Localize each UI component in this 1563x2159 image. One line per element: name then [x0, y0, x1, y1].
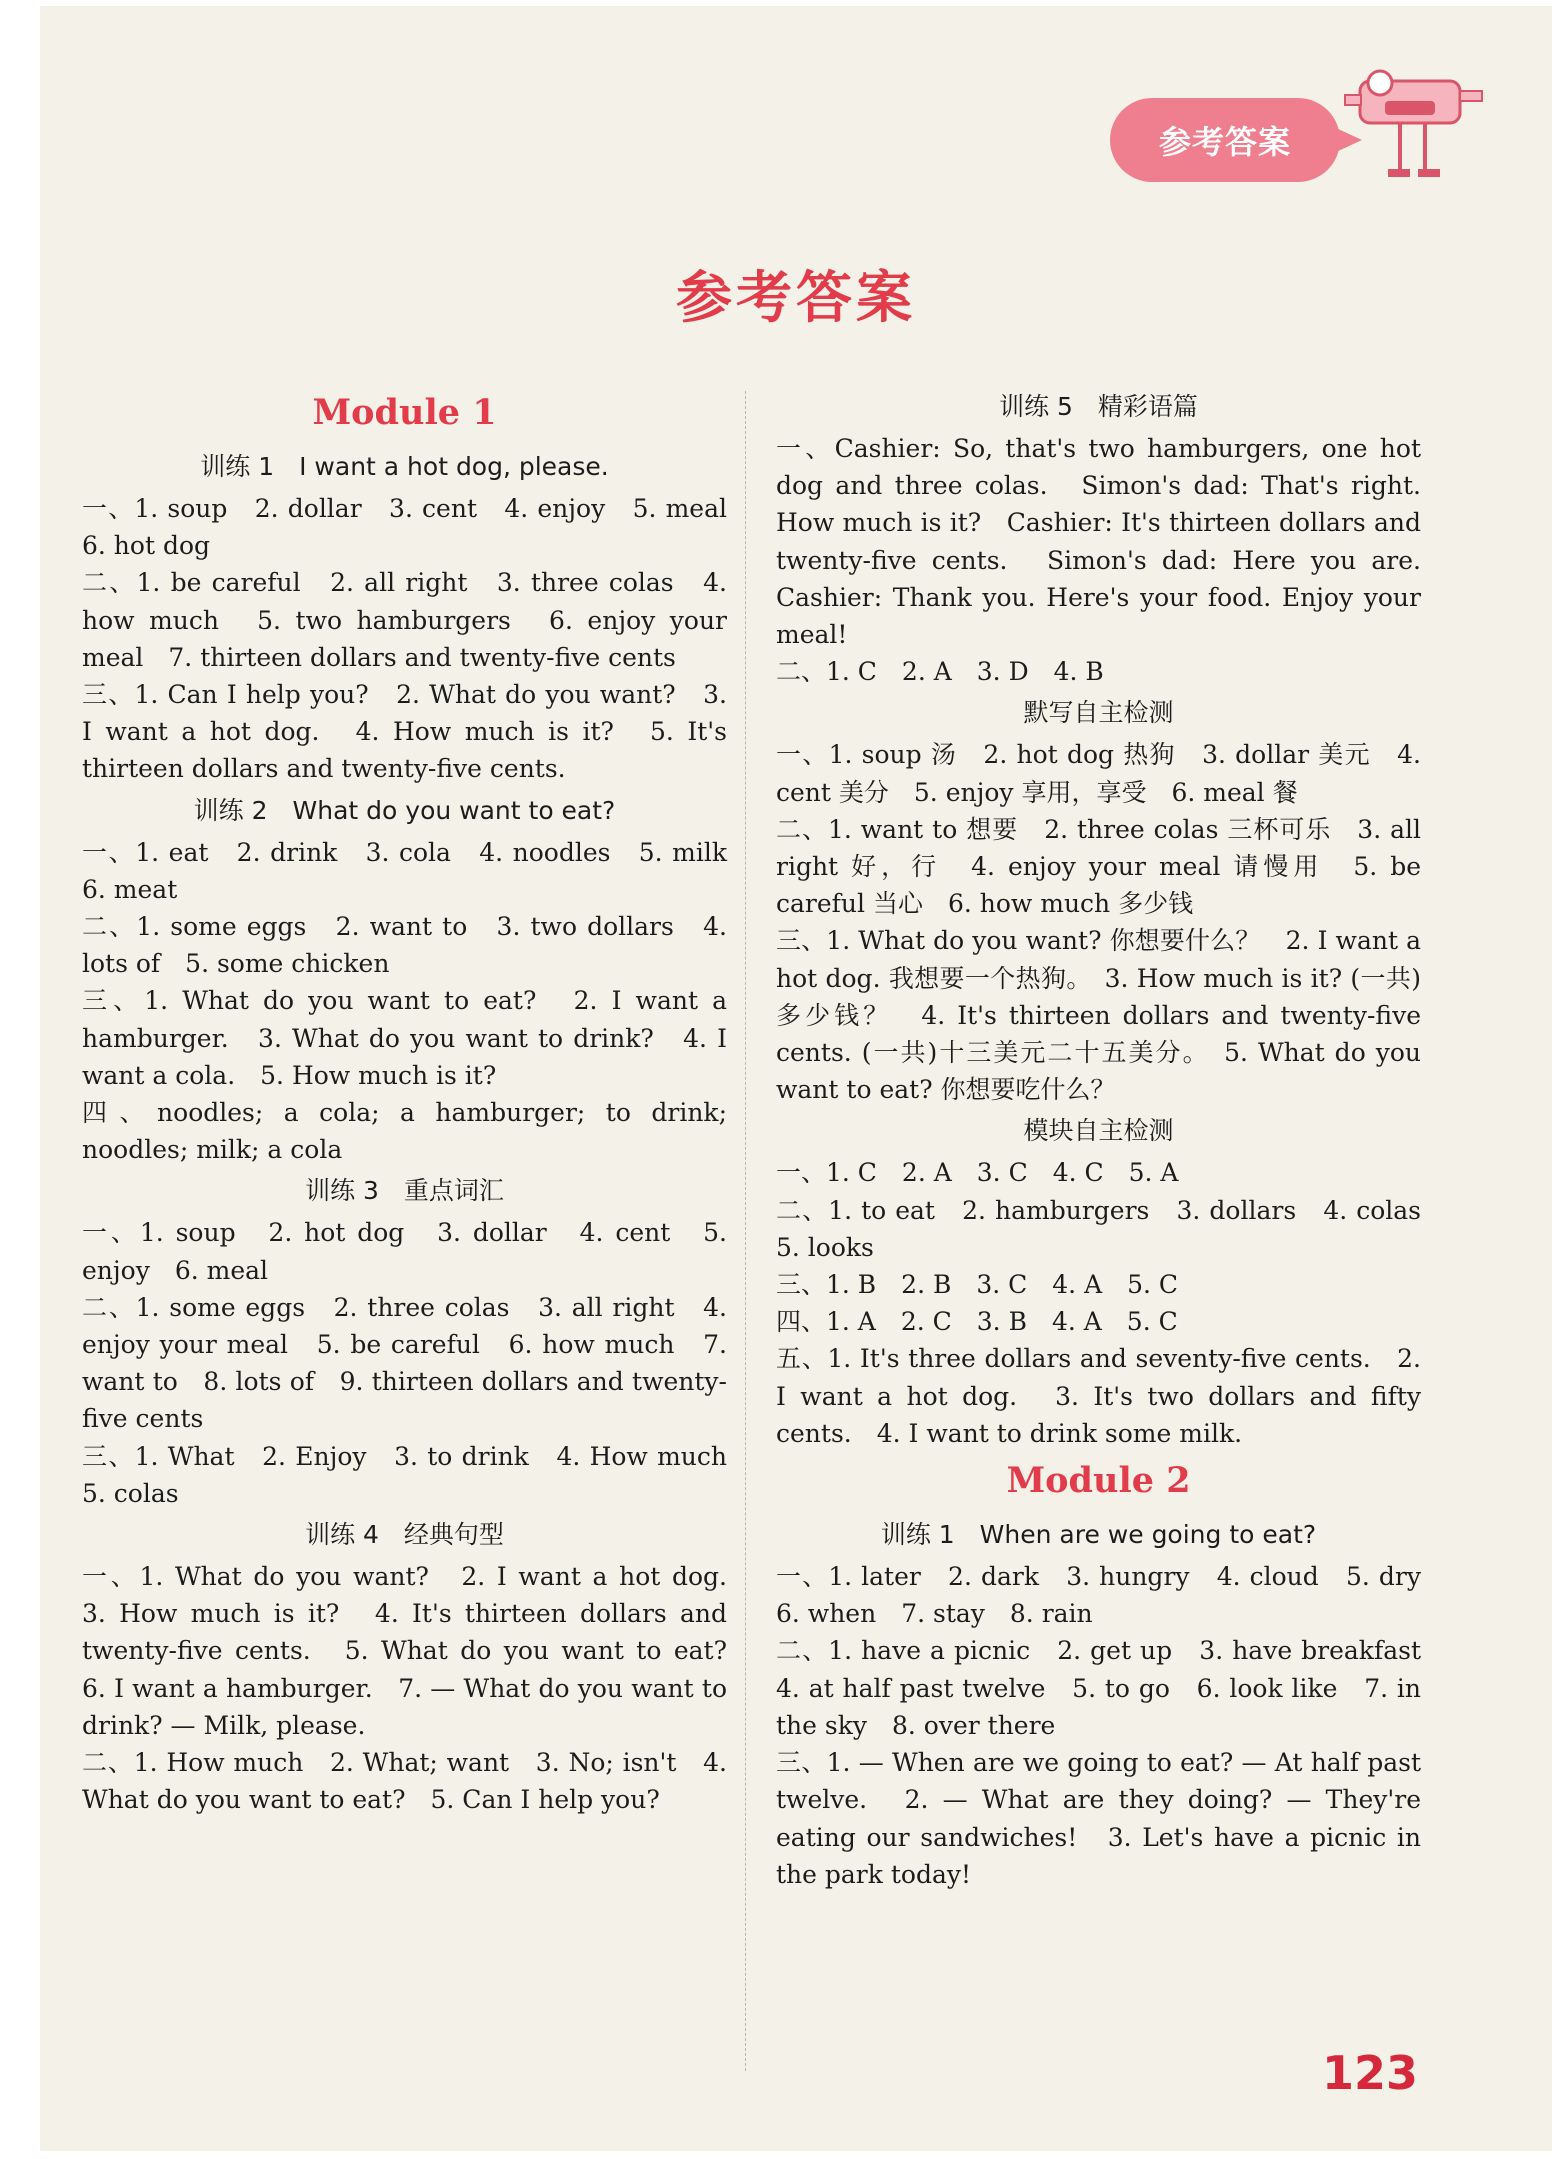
answer-line: 二、1. How much 2. What; want 3. No; isn't 4. What do you want to eat? 5. Can I help you?: [82, 1748, 727, 1815]
section-heading: 默写自主检测: [1023, 698, 1174, 728]
answer-line: 一、Cashier: So, that's two hamburgers, one hot dog and three colas. Simon's dad: That's right. How much is it? Cashier: It's thirteen dollars and twenty-five cents. Simon's dad: Here you are. Cashier: Thank you. Here's your food. Enjoy your meal!: [776, 434, 1447, 650]
page-title: 参考答案: [676, 266, 916, 331]
right-column: [776, 384, 1447, 1893]
answer-line: 三、1. What 2. Enjoy 3. to drink 4. How much 5. colas: [82, 1441, 753, 1508]
answer-line: 二、1. be careful 2. all right 3. three colas 4. how much 5. two hamburgers 6. enjoy your meal 7. thirteen dollars and twenty-five cents: [82, 568, 727, 672]
answer-line: 二、1. some eggs 2. three colas 3. all right 4. enjoy your meal 5. be careful 6. how much 7. want to 8. lots of 9. thirteen dollars and twenty-five cents: [82, 1292, 727, 1434]
answer-line: 三、1. What do you want to eat? 2. I want a hamburger. 3. What do you want to drink? 4. I want a cola. 5. How much is it?: [82, 986, 727, 1090]
answer-line: 一、1. soup 2. hot dog 3. dollar 4. cent 5. enjoy 6. meal: [82, 1218, 727, 1285]
page-number: 123: [1322, 2046, 1419, 2100]
answer-line: 一、1. soup 2. dollar 3. cent 4. enjoy 5. meal 6. hot dog: [82, 494, 753, 561]
section-heading: 训练 1 When are we going to eat?: [880, 1520, 1317, 1550]
answer-line: 二、1. have a picnic 2. get up 3. have breakfast 4. at half past twelve 5. to go 6. look like 7. in the sky 8. over there: [776, 1636, 1447, 1740]
module-2-heading: Module 2: [1006, 1460, 1191, 1502]
answer-line: 三、1. B 2. B 3. C 4. A 5. C: [776, 1270, 1179, 1300]
answer-line: 三、1. — When are we going to eat? — At half past twelve. 2. — What are they doing? — They're eating our sandwiches! 3. Let's have a picnic in the park today!: [776, 1748, 1421, 1889]
answer-key-badge: 参考答案: [1110, 98, 1340, 182]
section-heading: 训练 1 I want a hot dog, please.: [200, 452, 609, 481]
answer-line: 四、noodles; a cola; a hamburger; to drink; noodles; milk; a cola: [82, 1098, 727, 1165]
answer-line: 一、1. C 2. A 3. C 4. C 5. A: [776, 1158, 1179, 1188]
left-column: [82, 384, 753, 1819]
module-1-heading: Module 1: [312, 392, 497, 433]
answer-line: 二、1. some eggs 2. want to 3. two dollars 4. lots of 5. some chicken: [82, 912, 727, 979]
answer-line: 二、1. want to 想要 2. three colas 三杯可乐 3. all right 好，行 4. enjoy your meal 请慢用 5. be careful 当心 6. how much 多少钱: [776, 814, 1421, 919]
answer-line: 一、1. soup 汤 2. hot dog 热狗 3. dollar 美元 4. cent 美分 5. enjoy 享用，享受 6. meal 餐: [776, 740, 1421, 807]
answer-line: 五、1. It's three dollars and seventy-five cents. 2. I want a hot dog. 3. It's two dollars and fifty cents. 4. I want to drink some milk.: [776, 1344, 1421, 1448]
section-heading: 训练 5 精彩语篇: [999, 392, 1198, 421]
section-heading: 训练 2 What do you want to eat?: [193, 795, 616, 825]
answer-line: 四、1. A 2. C 3. B 4. A 5. C: [776, 1307, 1178, 1337]
section-heading: 模块自主检测: [1023, 1116, 1174, 1146]
section-heading: 训练 3 重点词汇: [305, 1176, 504, 1206]
answer-line: 一、1. later 2. dark 3. hungry 4. cloud 5. dry 6. when 7. stay 8. rain: [776, 1562, 1447, 1629]
robot-mascot-icon: [1340, 61, 1490, 191]
answer-line: 一、1. What do you want? 2. I want a hot dog. 3. How much is it? 4. It's thirteen dollars and twenty-five cents. 5. What do you want to eat? 6. I want a hamburger. 7. — What do you want to drink? — Milk, please.: [82, 1562, 753, 1740]
answer-line: 二、1. to eat 2. hamburgers 3. dollars 4. colas 5. looks: [776, 1195, 1447, 1262]
scanned-page: [40, 6, 1552, 2151]
answer-line: 一、1. eat 2. drink 3. cola 4. noodles 5. milk 6. meat: [82, 837, 753, 904]
answer-line: 三、1. What do you want? 你想要什么？ 2. I want a hot dog. 我想要一个热狗。 3. How much is it? (一共)多少钱？ 4. It's thirteen dollars and twenty-five cents. (一共)十三美元二十五美分。 5. What do you want to eat? 你想要吃什么？: [776, 926, 1421, 1105]
section-heading: 训练 4 经典句型: [305, 1520, 504, 1550]
answer-line: 二、1. C 2. A 3. D 4. B: [776, 657, 1104, 687]
column-divider: [745, 391, 746, 2071]
answer-line: 三、1. Can I help you? 2. What do you want? 3. I want a hot dog. 4. How much is it? 5. It's thirteen dollars and twenty-five cents.: [82, 680, 727, 784]
